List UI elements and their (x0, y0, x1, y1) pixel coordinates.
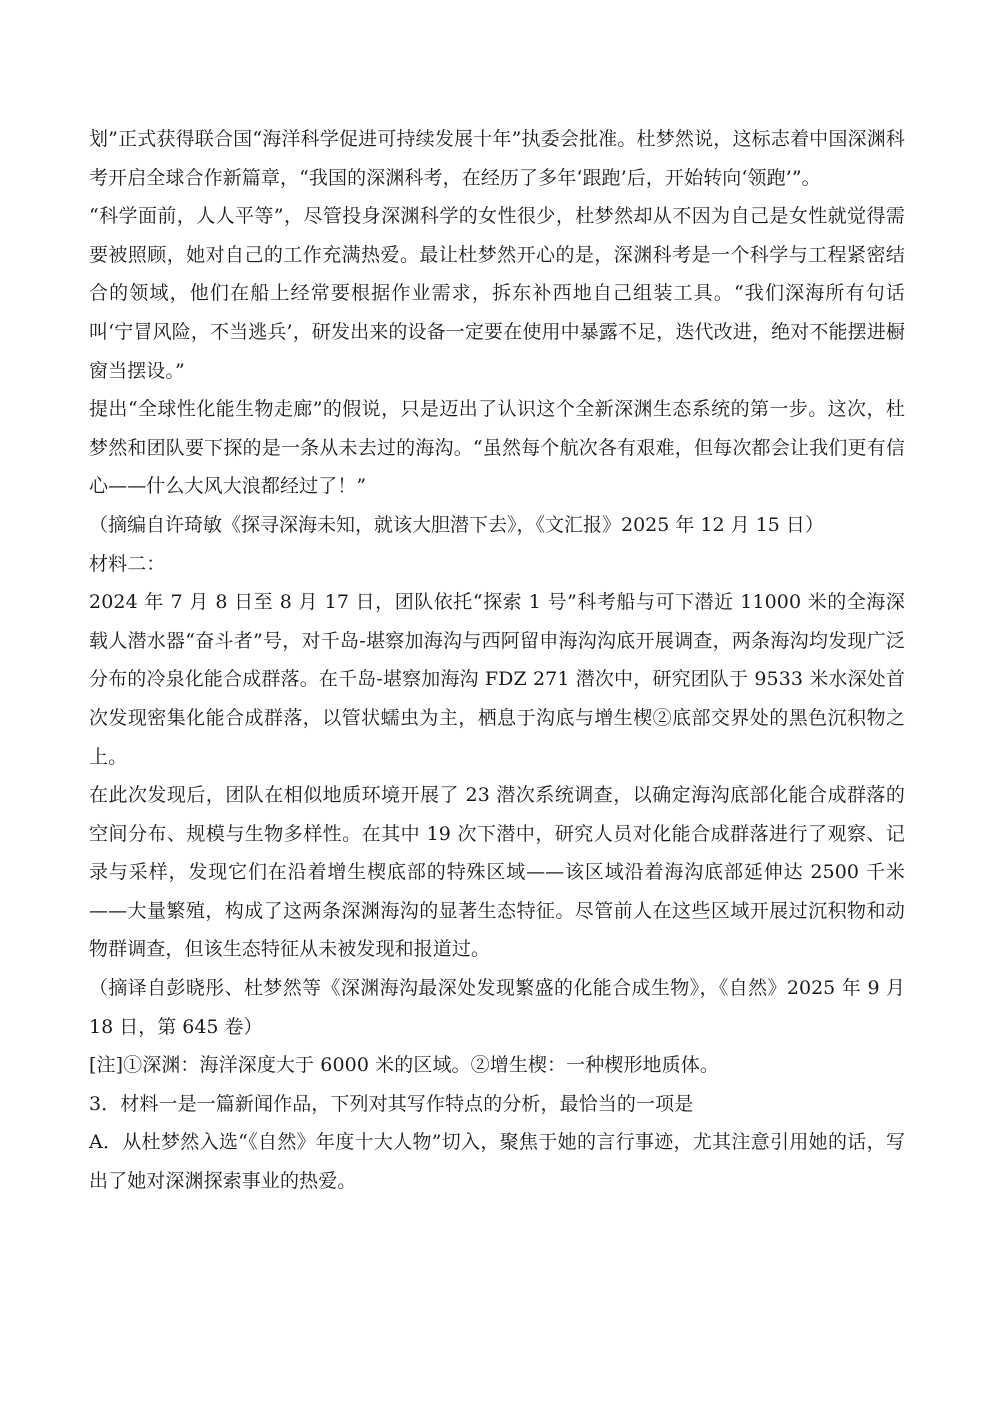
paragraph-survey: 在此次发现后，团队在相似地质环境开展了 23 潜次系统调查，以确定海沟底部化能合成群落的空间分布、规模与生物多样性。在其中 19 次下潜中，研究人员对化能合成群落进行了观察、记录与采样，发现它们在沿着增生楔底部的特殊区域——该区域沿着海沟底部延伸达 2500 千米——大量繁殖，构成了这两条深渊海沟的显著生态特征。尽管前人在这些区域开展过沉积物和动物群调查，但该生态特征从未被发现和报道过。 (89, 784, 905, 961)
document-body (89, 120, 905, 1201)
option-a: A．从杜梦然入选“《自然》年度十大人物”切入，聚焦于她的言行事迹，尤其注意引用她的话，写出了她对深渊探索事业的热爱。 (89, 1131, 905, 1193)
paragraph-continuation: 划”正式获得联合国“海洋科学促进可持续发展十年”执委会批准。杜梦然说，这标志着中国深渊科考开启全球合作新篇章，“我国的深渊科考，在经历了多年‘跟跑’后，开始转向‘领跑’”。 (89, 128, 905, 189)
paragraph-biological-corridor: 提出“全球性化能生物走廊”的假说，只是迈出了认识这个全新深渊生态系统的第一步。这次，杜梦然和团队要下探的是一条从未去过的海沟。“虽然每个航次各有艰难，但每次都会让我们更有信心——什么大风大浪都经过了！” (89, 398, 905, 498)
footnote: [注]①深渊：海洋深度大于 6000 米的区域。②增生楔：一种楔形地质体。 (89, 1054, 719, 1077)
material-two-heading: 材料二： (89, 552, 166, 575)
source-note-material-two: （摘译自彭晓彤、杜梦然等《深渊海沟最深处发现繁盛的化能合成生物》，《自然》2025 年 9 月 18 日，第 645 卷） (89, 977, 905, 1038)
source-note-material-one: （摘编自许琦敏《探寻深海未知，就该大胆潜下去》，《文汇报》2025 年 12 月 15 日） (89, 513, 824, 536)
question-3: 3．材料一是一篇新闻作品，下列对其写作特点的分析，最恰当的一项是 (89, 1092, 694, 1115)
paragraph-expedition: 2024 年 7 月 8 日至 8 月 17 日，团队依托“探索 1 号”科考船与可下潜近 11000 米的全海深载人潜水器“奋斗者”号，对千岛-堪察加海沟与西阿留申海沟沟底开展调查，两条海沟均发现广泛分布的冷泉化能合成群落。在千岛-堪察加海沟 FDZ 271 潜次中，研究团队于 9533 米水深处首次发现密集化能合成群落，以管状蠕虫为主，栖息于沟底与增生楔②底部交界处的黑色沉积物之上。 (89, 591, 905, 768)
paragraph-science-equality: “科学面前，人人平等”，尽管投身深渊科学的女性很少，杜梦然却从不因为自己是女性就觉得需要被照顾，她对自己的工作充满热爱。最让杜梦然开心的是，深渊科考是一个科学与工程紧密结合的领域，他们在船上经常要根据作业需求，拆东补西地自己组装工具。“我们深海所有句话叫‘宁冒风险，不当逃兵’，研发出来的设备一定要在使用中暴露不足，迭代改进，绝对不能摆进橱窗当摆设。” (89, 205, 905, 382)
